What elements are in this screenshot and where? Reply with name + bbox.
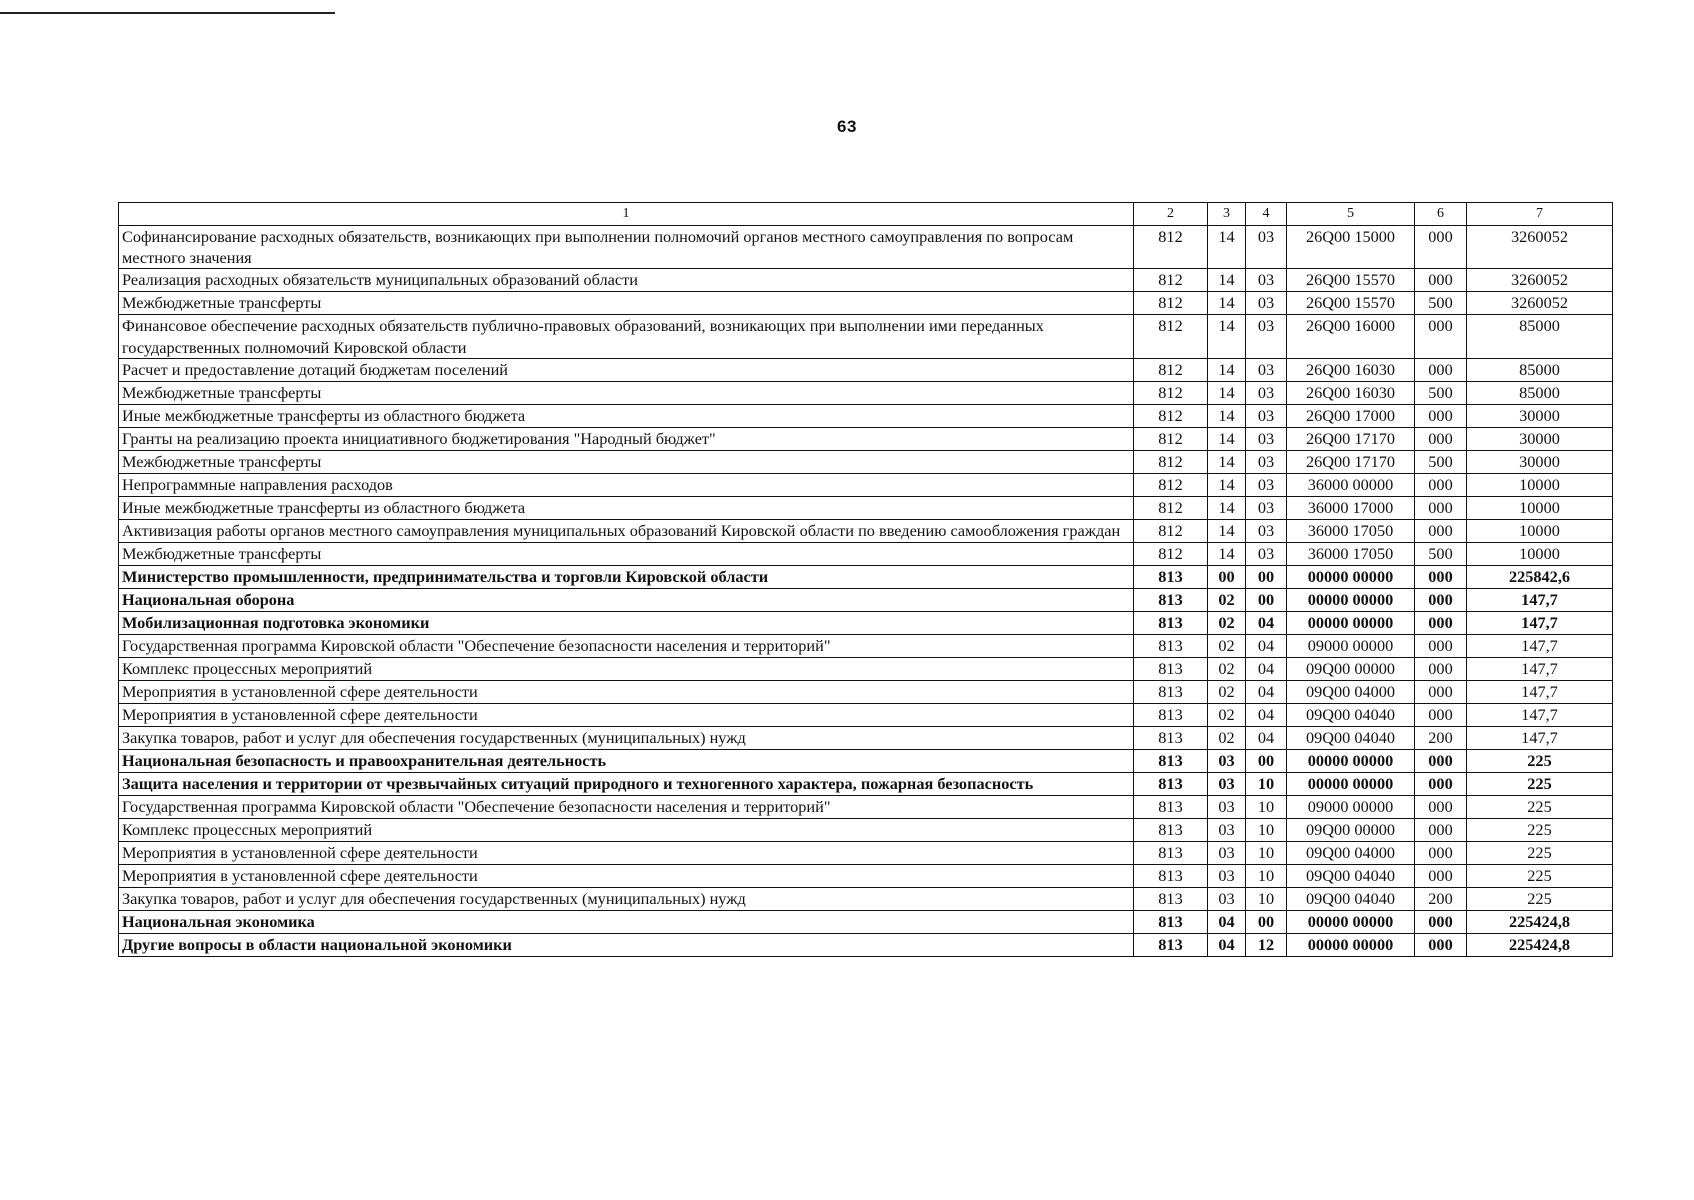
cell-col-5: 26Q00 16030 (1287, 358, 1415, 381)
cell-col-3: 03 (1208, 864, 1246, 887)
cell-name: Защита населения и территории от чрезвычайных ситуаций природного и техногенного характера, пожарная безопасность (119, 772, 1134, 795)
cell-col-5: 09Q00 04000 (1287, 841, 1415, 864)
cell-col-6: 000 (1415, 749, 1467, 772)
cell-col-5: 36000 17050 (1287, 542, 1415, 565)
cell-col-4: 03 (1246, 450, 1287, 473)
cell-col-5: 00000 00000 (1287, 933, 1415, 956)
cell-col-6: 500 (1415, 292, 1467, 315)
cell-col-3: 02 (1208, 657, 1246, 680)
table-row (119, 910, 1613, 933)
cell-col-7: 225424,8 (1467, 933, 1613, 956)
cell-col-5: 09000 00000 (1287, 795, 1415, 818)
cell-col-4: 04 (1246, 680, 1287, 703)
cell-col-2: 813 (1134, 680, 1208, 703)
cell-col-2: 813 (1134, 887, 1208, 910)
cell-col-3: 04 (1208, 910, 1246, 933)
cell-col-4: 00 (1246, 749, 1287, 772)
cell-col-3: 14 (1208, 542, 1246, 565)
table-row (119, 473, 1613, 496)
cell-name: Национальная экономика (119, 910, 1134, 933)
budget-table-container (118, 202, 1612, 957)
cell-col-2: 813 (1134, 818, 1208, 841)
cell-col-4: 10 (1246, 772, 1287, 795)
cell-col-2: 812 (1134, 404, 1208, 427)
cell-col-5: 00000 00000 (1287, 910, 1415, 933)
cell-col-2: 812 (1134, 292, 1208, 315)
cell-col-7: 30000 (1467, 427, 1613, 450)
table-row (119, 292, 1613, 315)
table-row (119, 611, 1613, 634)
cell-name: Закупка товаров, работ и услуг для обеспечения государственных (муниципальных) нужд (119, 726, 1134, 749)
cell-col-5: 26Q00 16000 (1287, 315, 1415, 358)
table-row (119, 565, 1613, 588)
cell-col-4: 04 (1246, 657, 1287, 680)
cell-col-6: 500 (1415, 542, 1467, 565)
cell-col-7: 85000 (1467, 315, 1613, 358)
cell-col-3: 14 (1208, 269, 1246, 292)
cell-col-6: 000 (1415, 818, 1467, 841)
cell-col-6: 000 (1415, 657, 1467, 680)
cell-col-6: 000 (1415, 519, 1467, 542)
cell-col-4: 04 (1246, 634, 1287, 657)
cell-col-5: 36000 17050 (1287, 519, 1415, 542)
cell-name: Иные межбюджетные трансферты из областного бюджета (119, 404, 1134, 427)
cell-col-2: 813 (1134, 703, 1208, 726)
table-row (119, 427, 1613, 450)
table-row (119, 519, 1613, 542)
header-col-7: 7 (1467, 203, 1613, 226)
table-row (119, 404, 1613, 427)
cell-col-4: 10 (1246, 887, 1287, 910)
cell-col-2: 813 (1134, 657, 1208, 680)
cell-col-4: 03 (1246, 496, 1287, 519)
cell-col-5: 09Q00 04000 (1287, 680, 1415, 703)
table-row (119, 841, 1613, 864)
cell-col-3: 14 (1208, 450, 1246, 473)
table-row (119, 933, 1613, 956)
cell-col-5: 09Q00 04040 (1287, 726, 1415, 749)
cell-col-5: 26Q00 15570 (1287, 269, 1415, 292)
cell-col-6: 000 (1415, 269, 1467, 292)
table-row (119, 749, 1613, 772)
table-row (119, 358, 1613, 381)
cell-name: Государственная программа Кировской области "Обеспечение безопасности населения и территорий" (119, 795, 1134, 818)
cell-col-2: 813 (1134, 910, 1208, 933)
cell-col-4: 10 (1246, 818, 1287, 841)
table-row (119, 496, 1613, 519)
cell-col-3: 03 (1208, 841, 1246, 864)
cell-col-7: 225 (1467, 795, 1613, 818)
cell-col-3: 03 (1208, 887, 1246, 910)
cell-col-6: 500 (1415, 450, 1467, 473)
cell-col-4: 00 (1246, 565, 1287, 588)
cell-col-2: 812 (1134, 226, 1208, 269)
cell-name: Активизация работы органов местного самоуправления муниципальных образований Кировской области по введению самообложения граждан (119, 519, 1134, 542)
cell-col-2: 813 (1134, 864, 1208, 887)
cell-col-3: 03 (1208, 749, 1246, 772)
cell-col-5: 09Q00 04040 (1287, 887, 1415, 910)
table-row (119, 226, 1613, 269)
cell-col-3: 02 (1208, 634, 1246, 657)
cell-col-4: 00 (1246, 588, 1287, 611)
budget-table (118, 202, 1613, 957)
cell-name: Комплекс процессных мероприятий (119, 657, 1134, 680)
cell-col-2: 813 (1134, 841, 1208, 864)
header-col-3: 3 (1208, 203, 1246, 226)
cell-name: Межбюджетные трансферты (119, 381, 1134, 404)
cell-col-5: 09Q00 00000 (1287, 657, 1415, 680)
cell-name: Реализация расходных обязательств муниципальных образований области (119, 269, 1134, 292)
cell-col-4: 03 (1246, 427, 1287, 450)
cell-name: Межбюджетные трансферты (119, 292, 1134, 315)
table-row (119, 795, 1613, 818)
cell-col-7: 147,7 (1467, 680, 1613, 703)
cell-col-6: 500 (1415, 381, 1467, 404)
cell-col-6: 000 (1415, 703, 1467, 726)
cell-col-6: 000 (1415, 841, 1467, 864)
table-row (119, 680, 1613, 703)
cell-col-6: 000 (1415, 910, 1467, 933)
cell-col-5: 09Q00 04040 (1287, 703, 1415, 726)
cell-col-4: 03 (1246, 315, 1287, 358)
cell-name: Финансовое обеспечение расходных обязательств публично-правовых образований, возникающих при выполнении ими переданных государственных полномочий Кировской области (119, 315, 1134, 358)
cell-col-3: 14 (1208, 519, 1246, 542)
cell-col-7: 10000 (1467, 496, 1613, 519)
cell-name: Министерство промышленности, предпринимательства и торговли Кировской области (119, 565, 1134, 588)
cell-col-5: 09Q00 04040 (1287, 864, 1415, 887)
cell-name: Государственная программа Кировской области "Обеспечение безопасности населения и территорий" (119, 634, 1134, 657)
cell-col-5: 26Q00 16030 (1287, 381, 1415, 404)
cell-col-4: 03 (1246, 542, 1287, 565)
table-row (119, 588, 1613, 611)
cell-col-7: 10000 (1467, 519, 1613, 542)
cell-col-6: 000 (1415, 315, 1467, 358)
cell-col-7: 10000 (1467, 542, 1613, 565)
cell-col-2: 813 (1134, 795, 1208, 818)
top-rule (0, 12, 335, 14)
cell-col-5: 00000 00000 (1287, 565, 1415, 588)
cell-col-5: 00000 00000 (1287, 749, 1415, 772)
header-col-1: 1 (119, 203, 1134, 226)
cell-col-5: 26Q00 17000 (1287, 404, 1415, 427)
table-row (119, 657, 1613, 680)
cell-col-3: 02 (1208, 611, 1246, 634)
cell-col-7: 225 (1467, 864, 1613, 887)
cell-col-2: 812 (1134, 269, 1208, 292)
cell-col-2: 812 (1134, 358, 1208, 381)
cell-col-6: 000 (1415, 611, 1467, 634)
cell-col-6: 000 (1415, 680, 1467, 703)
cell-col-6: 000 (1415, 864, 1467, 887)
cell-col-4: 03 (1246, 519, 1287, 542)
cell-col-6: 200 (1415, 726, 1467, 749)
cell-col-3: 14 (1208, 381, 1246, 404)
table-row (119, 269, 1613, 292)
cell-name: Мероприятия в установленной сфере деятельности (119, 864, 1134, 887)
cell-col-2: 813 (1134, 933, 1208, 956)
cell-col-2: 813 (1134, 634, 1208, 657)
cell-col-5: 00000 00000 (1287, 772, 1415, 795)
header-row (119, 203, 1613, 226)
cell-col-6: 000 (1415, 772, 1467, 795)
header-col-5: 5 (1287, 203, 1415, 226)
cell-col-3: 14 (1208, 315, 1246, 358)
cell-col-4: 03 (1246, 226, 1287, 269)
table-row (119, 703, 1613, 726)
cell-col-6: 000 (1415, 565, 1467, 588)
cell-col-3: 03 (1208, 795, 1246, 818)
cell-col-3: 02 (1208, 680, 1246, 703)
cell-col-7: 225 (1467, 841, 1613, 864)
cell-col-7: 147,7 (1467, 726, 1613, 749)
cell-col-2: 813 (1134, 565, 1208, 588)
cell-col-6: 000 (1415, 588, 1467, 611)
cell-name: Межбюджетные трансферты (119, 450, 1134, 473)
cell-col-4: 10 (1246, 841, 1287, 864)
cell-col-7: 225842,6 (1467, 565, 1613, 588)
cell-col-5: 26Q00 17170 (1287, 450, 1415, 473)
table-row (119, 887, 1613, 910)
cell-col-4: 03 (1246, 269, 1287, 292)
cell-col-3: 14 (1208, 226, 1246, 269)
cell-col-7: 225 (1467, 772, 1613, 795)
cell-name: Софинансирование расходных обязательств, возникающих при выполнении полномочий органов местного самоуправления по вопросам местного значения (119, 226, 1134, 269)
cell-col-2: 812 (1134, 542, 1208, 565)
cell-col-5: 00000 00000 (1287, 611, 1415, 634)
cell-col-3: 14 (1208, 292, 1246, 315)
cell-name: Мероприятия в установленной сфере деятельности (119, 703, 1134, 726)
cell-col-5: 26Q00 17170 (1287, 427, 1415, 450)
table-body (119, 226, 1613, 957)
header-col-2: 2 (1134, 203, 1208, 226)
cell-col-2: 813 (1134, 588, 1208, 611)
cell-col-4: 10 (1246, 795, 1287, 818)
cell-col-6: 000 (1415, 933, 1467, 956)
header-col-4: 4 (1246, 203, 1287, 226)
cell-col-4: 04 (1246, 726, 1287, 749)
cell-col-5: 26Q00 15570 (1287, 292, 1415, 315)
cell-col-7: 3260052 (1467, 269, 1613, 292)
cell-name: Межбюджетные трансферты (119, 542, 1134, 565)
cell-col-4: 04 (1246, 611, 1287, 634)
cell-col-6: 000 (1415, 427, 1467, 450)
cell-col-2: 813 (1134, 749, 1208, 772)
cell-col-4: 12 (1246, 933, 1287, 956)
cell-col-5: 26Q00 15000 (1287, 226, 1415, 269)
cell-col-3: 02 (1208, 588, 1246, 611)
table-row (119, 772, 1613, 795)
cell-name: Иные межбюджетные трансферты из областного бюджета (119, 496, 1134, 519)
cell-col-2: 812 (1134, 381, 1208, 404)
cell-col-2: 812 (1134, 315, 1208, 358)
cell-col-2: 812 (1134, 450, 1208, 473)
page-number: 63 (837, 117, 857, 136)
cell-name: Мобилизационная подготовка экономики (119, 611, 1134, 634)
cell-col-3: 03 (1208, 818, 1246, 841)
table-row (119, 818, 1613, 841)
cell-col-5: 09000 00000 (1287, 634, 1415, 657)
cell-col-7: 85000 (1467, 381, 1613, 404)
cell-col-2: 813 (1134, 611, 1208, 634)
cell-col-3: 14 (1208, 358, 1246, 381)
cell-col-3: 02 (1208, 703, 1246, 726)
cell-col-4: 04 (1246, 703, 1287, 726)
cell-col-4: 00 (1246, 910, 1287, 933)
cell-col-7: 147,7 (1467, 657, 1613, 680)
cell-col-3: 04 (1208, 933, 1246, 956)
cell-col-7: 225 (1467, 749, 1613, 772)
cell-name: Расчет и предоставление дотаций бюджетам поселений (119, 358, 1134, 381)
cell-name: Мероприятия в установленной сфере деятельности (119, 841, 1134, 864)
cell-col-6: 200 (1415, 887, 1467, 910)
cell-col-2: 813 (1134, 772, 1208, 795)
table-row (119, 726, 1613, 749)
cell-col-7: 85000 (1467, 358, 1613, 381)
cell-col-7: 225424,8 (1467, 910, 1613, 933)
cell-name: Непрограммные направления расходов (119, 473, 1134, 496)
table-row (119, 450, 1613, 473)
cell-col-6: 000 (1415, 473, 1467, 496)
table-row (119, 381, 1613, 404)
cell-col-7: 147,7 (1467, 611, 1613, 634)
cell-col-2: 813 (1134, 726, 1208, 749)
cell-col-6: 000 (1415, 634, 1467, 657)
cell-col-3: 14 (1208, 427, 1246, 450)
table-row (119, 864, 1613, 887)
cell-name: Закупка товаров, работ и услуг для обеспечения государственных (муниципальных) нужд (119, 887, 1134, 910)
table-row (119, 542, 1613, 565)
cell-col-4: 10 (1246, 864, 1287, 887)
cell-col-6: 000 (1415, 404, 1467, 427)
cell-col-3: 14 (1208, 473, 1246, 496)
cell-name: Гранты на реализацию проекта инициативного бюджетирования "Народный бюджет" (119, 427, 1134, 450)
cell-col-2: 812 (1134, 519, 1208, 542)
cell-col-5: 09Q00 00000 (1287, 818, 1415, 841)
cell-col-7: 225 (1467, 818, 1613, 841)
cell-col-7: 225 (1467, 887, 1613, 910)
cell-col-3: 14 (1208, 404, 1246, 427)
cell-col-7: 3260052 (1467, 226, 1613, 269)
cell-col-4: 03 (1246, 381, 1287, 404)
cell-name: Комплекс процессных мероприятий (119, 818, 1134, 841)
cell-col-3: 00 (1208, 565, 1246, 588)
cell-col-2: 812 (1134, 496, 1208, 519)
cell-col-7: 30000 (1467, 404, 1613, 427)
cell-col-7: 147,7 (1467, 703, 1613, 726)
cell-col-6: 000 (1415, 496, 1467, 519)
cell-col-7: 3260052 (1467, 292, 1613, 315)
cell-col-6: 000 (1415, 358, 1467, 381)
cell-col-4: 03 (1246, 404, 1287, 427)
cell-name: Мероприятия в установленной сфере деятельности (119, 680, 1134, 703)
cell-col-3: 03 (1208, 772, 1246, 795)
cell-col-3: 14 (1208, 496, 1246, 519)
cell-col-4: 03 (1246, 358, 1287, 381)
table-row (119, 634, 1613, 657)
cell-col-7: 147,7 (1467, 634, 1613, 657)
cell-col-6: 000 (1415, 795, 1467, 818)
cell-col-6: 000 (1415, 226, 1467, 269)
cell-col-5: 00000 00000 (1287, 588, 1415, 611)
table-row (119, 315, 1613, 358)
cell-col-4: 03 (1246, 473, 1287, 496)
cell-col-7: 10000 (1467, 473, 1613, 496)
cell-name: Другие вопросы в области национальной экономики (119, 933, 1134, 956)
cell-col-7: 30000 (1467, 450, 1613, 473)
cell-name: Национальная безопасность и правоохранительная деятельность (119, 749, 1134, 772)
cell-col-2: 812 (1134, 427, 1208, 450)
cell-col-3: 02 (1208, 726, 1246, 749)
header-col-6: 6 (1415, 203, 1467, 226)
cell-col-2: 812 (1134, 473, 1208, 496)
cell-col-5: 36000 17000 (1287, 496, 1415, 519)
cell-col-7: 147,7 (1467, 588, 1613, 611)
cell-col-4: 03 (1246, 292, 1287, 315)
cell-col-5: 36000 00000 (1287, 473, 1415, 496)
cell-name: Национальная оборона (119, 588, 1134, 611)
